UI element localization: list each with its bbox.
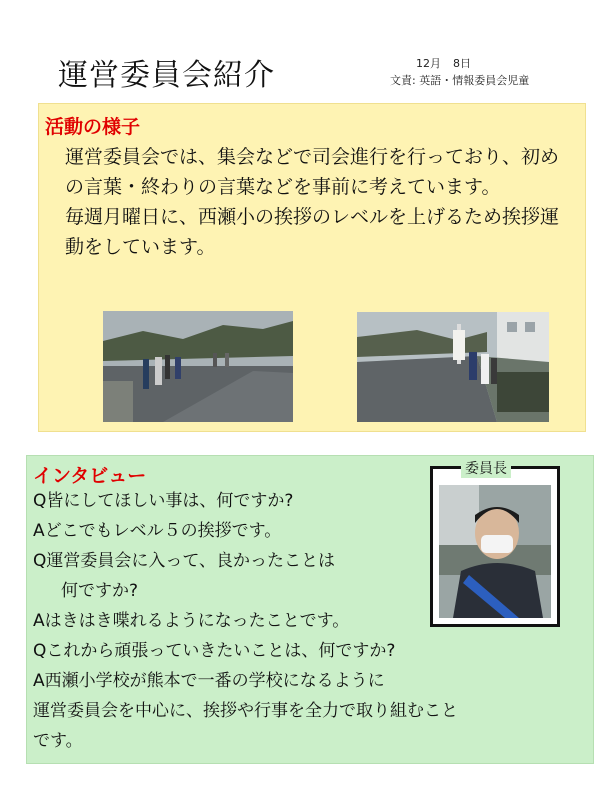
interview-line: Aはきはき喋れるようになったことです。 — [33, 611, 350, 631]
activity-paragraph-1: 運営委員会では、集会などで司会進行を行っており、初めの言葉・終わりの言葉などを事前に考えています。 — [65, 146, 560, 198]
activity-paragraph-2: 毎週月曜日に、西瀬小の挨拶のレベルを上げるため挨拶運動をしています。 — [65, 206, 560, 258]
interview-line: Q運営委員会に入って、良かったことは — [33, 551, 336, 571]
portrait-frame — [430, 466, 560, 627]
portrait-label: 委員長 — [461, 458, 511, 478]
interview-line: です。 — [33, 731, 83, 751]
interview-heading: インタビュー — [33, 465, 147, 487]
interview-line: Qこれから頑張っていきたいことは、何ですか? — [33, 641, 396, 661]
date — [416, 55, 471, 71]
activity-panel — [38, 103, 586, 432]
president-portrait — [439, 485, 551, 618]
date-month: 12月 — [416, 57, 441, 70]
page-title: 運営委員会紹介 — [58, 58, 275, 93]
activity-heading: 活動の様子 — [45, 116, 141, 138]
interview-line: Aどこでもレベル５の挨拶です。 — [33, 521, 282, 541]
credit: 文責: 英語・情報委員会児童 — [390, 74, 530, 87]
activity-body — [45, 142, 577, 262]
greeting-photo-1 — [103, 311, 293, 422]
interview-line: 何ですか? — [61, 581, 139, 601]
interview-line: 運営委員会を中心に、挨拶や行事を全力で取り組むこと — [33, 701, 458, 721]
date-day: 8日 — [453, 57, 471, 70]
interview-line: Q皆にしてほしい事は、何ですか? — [33, 491, 294, 511]
interview-line: A西瀬小学校が熊本で一番の学校になるように — [33, 671, 385, 691]
interview-panel — [26, 455, 594, 764]
greeting-photo-2 — [357, 312, 549, 422]
